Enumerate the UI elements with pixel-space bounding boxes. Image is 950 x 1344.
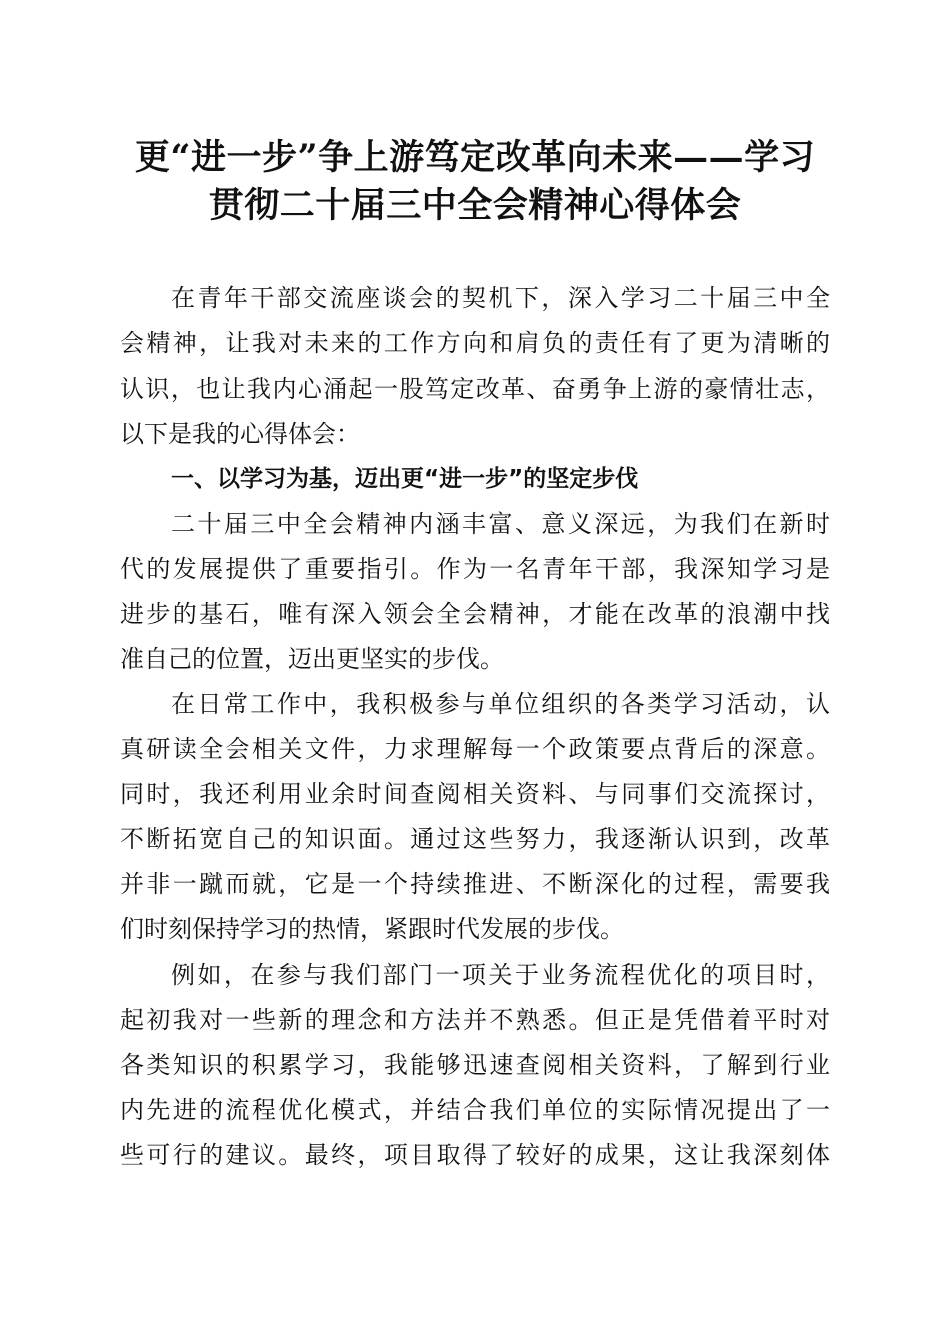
para3-line-5: 些可行的建议。最终，项目取得了较好的成果，这让我深刻体: [120, 1141, 830, 1169]
intro-line-2: 会精神，让我对未来的工作方向和肩负的责任有了更为清晰的: [120, 329, 830, 357]
para2-line-2: 真研读全会相关文件，力求理解每一个政策要点背后的深意。: [120, 735, 830, 763]
para3-line-3: 各类知识的积累学习，我能够迅速查阅相关资料，了解到行业: [120, 1051, 830, 1079]
para2-line-1: 在日常工作中，我积极参与单位组织的各类学习活动，认: [171, 690, 830, 718]
para1-line-4: 准自己的位置，迈出更坚实的步伐。: [120, 645, 504, 673]
para3-line-1: 例如，在参与我们部门一项关于业务流程优化的项目时，: [171, 961, 830, 989]
para2-line-3: 同时，我还利用业余时间查阅相关资料、与同事们交流探讨，: [120, 780, 830, 808]
para2-line-6: 们时刻保持学习的热情，紧跟时代发展的步伐。: [120, 915, 624, 943]
para1-line-3: 进步的基石，唯有深入领会全会精神，才能在改革的浪潮中找: [120, 600, 830, 628]
para1-line-2: 代的发展提供了重要指引。作为一名青年干部，我深知学习是: [120, 555, 830, 583]
para1-line-1: 二十届三中全会精神内涵丰富、意义深远，为我们在新时: [171, 510, 830, 538]
document-title-line-2: 贯彻二十届三中全会精神心得体会: [208, 185, 742, 226]
para2-line-5: 并非一蹴而就，它是一个持续推进、不断深化的过程，需要我: [120, 870, 830, 898]
section-1-heading: 一、以学习为基，迈出更“进一步”的坚定步伐: [171, 466, 639, 492]
document-title-line-1: 更“进一步”争上游笃定改革向未来——学习: [134, 137, 816, 178]
intro-line-1: 在青年干部交流座谈会的契机下，深入学习二十届三中全: [171, 284, 830, 312]
intro-line-4: 以下是我的心得体会：: [120, 420, 360, 448]
para2-line-4: 不断拓宽自己的知识面。通过这些努力，我逐渐认识到，改革: [120, 825, 830, 853]
para3-line-2: 起初我对一些新的理念和方法并不熟悉。但正是凭借着平时对: [120, 1006, 830, 1034]
para3-line-4: 内先进的流程优化模式，并结合我们单位的实际情况提出了一: [120, 1096, 830, 1124]
intro-line-3: 认识，也让我内心涌起一股笃定改革、奋勇争上游的豪情壮志，: [120, 375, 830, 403]
